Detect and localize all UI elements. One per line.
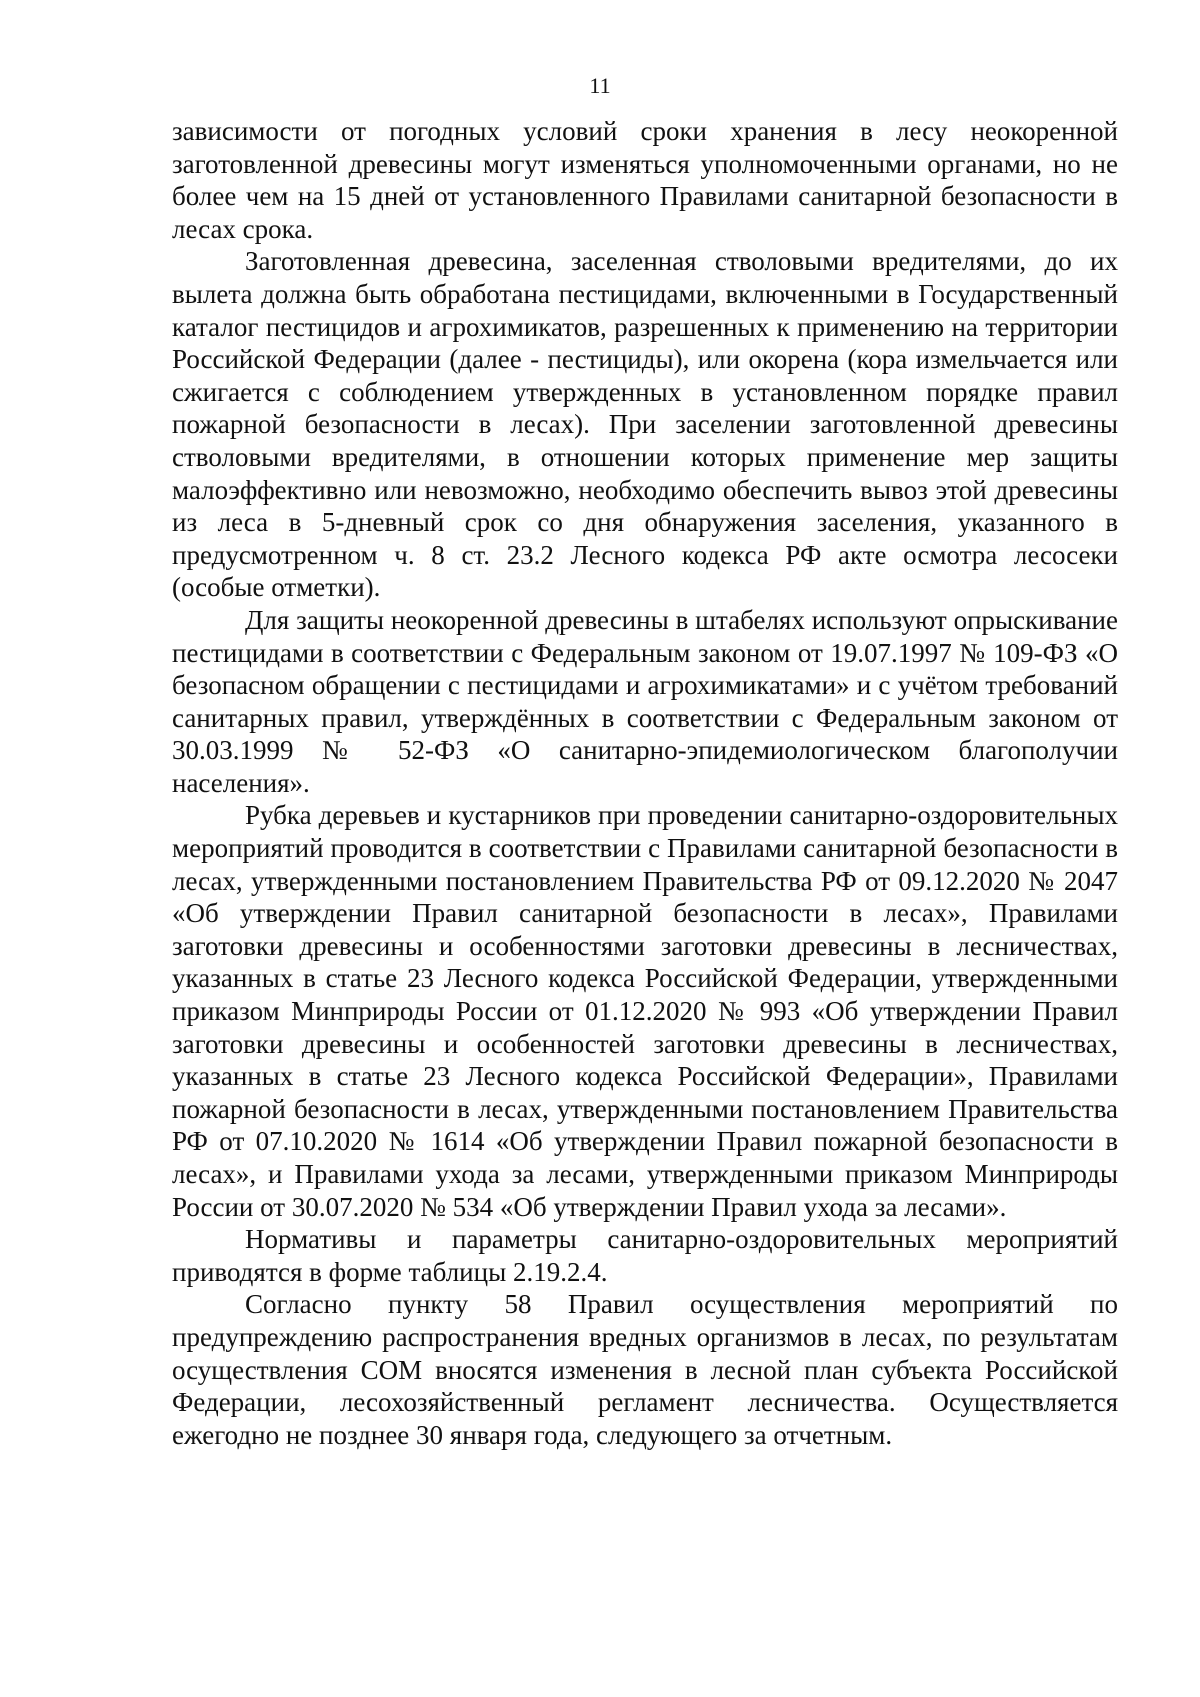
paragraph-forest-plan-changes: Согласно пункту 58 Правил осуществления мероприятий по предупреждению распространения вредных организмов в лесах, по результатам осуществления СОМ вносятся изменения в лесной план субъекта Российской Федерации, лесохозяйственный регламент лесничества. Осуществляется ежегодно не позднее 30 января года, следующего за отчетным.: [172, 1289, 1118, 1450]
paragraph-norms-table: Нормативы и параметры санитарно-оздоровительных мероприятий приводятся в форме таблицы 2.19.2.4.: [172, 1224, 1118, 1287]
paragraph-pests-treatment: Заготовленная древесина, заселенная стволовыми вредителями, до их вылета должна быть обработана пестицидами, включенными в Государственный каталог пестицидов и агрохимикатов, разрешенных к применению на территории Российской Федерации (далее - пестициды), или окорена (кора измельчается или сжигается с соблюдением утвержденных в установленном порядке правил пожарной безопасности в лесах). При заселении заготовленной древесины стволовыми вредителями, в отношении которых применение мер защиты малоэффективно или невозможно, необходимо обеспечить вывоз этой древесины из леса в 5-дневный срок со дня обнаружения заселения, указанного в предусмотренном ч. 8 ст. 23.2 Лесного кодекса РФ акте осмотра лесосеки (особые отметки).: [172, 246, 1118, 603]
paragraph-felling-rules: Рубка деревьев и кустарников при проведении санитарно-оздоровительных мероприятий проводится в соответствии с Правилами санитарной безопасности в лесах, утвержденными постановлением Правительства РФ от 09.12.2020 № 2047 «Об утверждении Правил санитарной безопасности в лесах», Правилами заготовки древесины и особенностями заготовки древесины в лесничествах, указанных в статье 23 Лесного кодекса Российской Федерации, утвержденными приказом Минприроды России от 01.12.2020 № 993 «Об утверждении Правил заготовки древесины и особенностей заготовки древесины в лесничествах, указанных в статье 23 Лесного кодекса Российской Федерации», Правилами пожарной безопасности в лесах, утвержденными постановлением Правительства РФ от 07.10.2020 № 1614 «Об утверждении Правил пожарной безопасности в лесах», и Правилами ухода за лесами, утвержденными приказом Минприроды России от 30.07.2020 № 534 «Об утверждении Правил ухода за лесами».: [172, 800, 1118, 1222]
paragraph-stack-protection: Для защиты неокоренной древесины в штабелях используют опрыскивание пестицидами в соответствии с Федеральным законом от 19.07.1997 № 109-ФЗ «О безопасном обращении с пестицидами и агрохимикатами» и с учётом требований санитарных правил, утверждённых в соответствии с Федеральным законом от 30.03.1999 № 52-ФЗ «О санитарно-эпидемиологическом благополучии населения».: [172, 604, 1118, 798]
paragraph-continuation: зависимости от погодных условий сроки хранения в лесу неокоренной заготовленной древесины могут изменяться уполномоченными органами, но не более чем на 15 дней от установленного Правилами санитарной безопасности в лесах срока.: [172, 116, 1118, 244]
page-number: 11: [589, 73, 611, 98]
document-body: [172, 115, 1118, 1451]
